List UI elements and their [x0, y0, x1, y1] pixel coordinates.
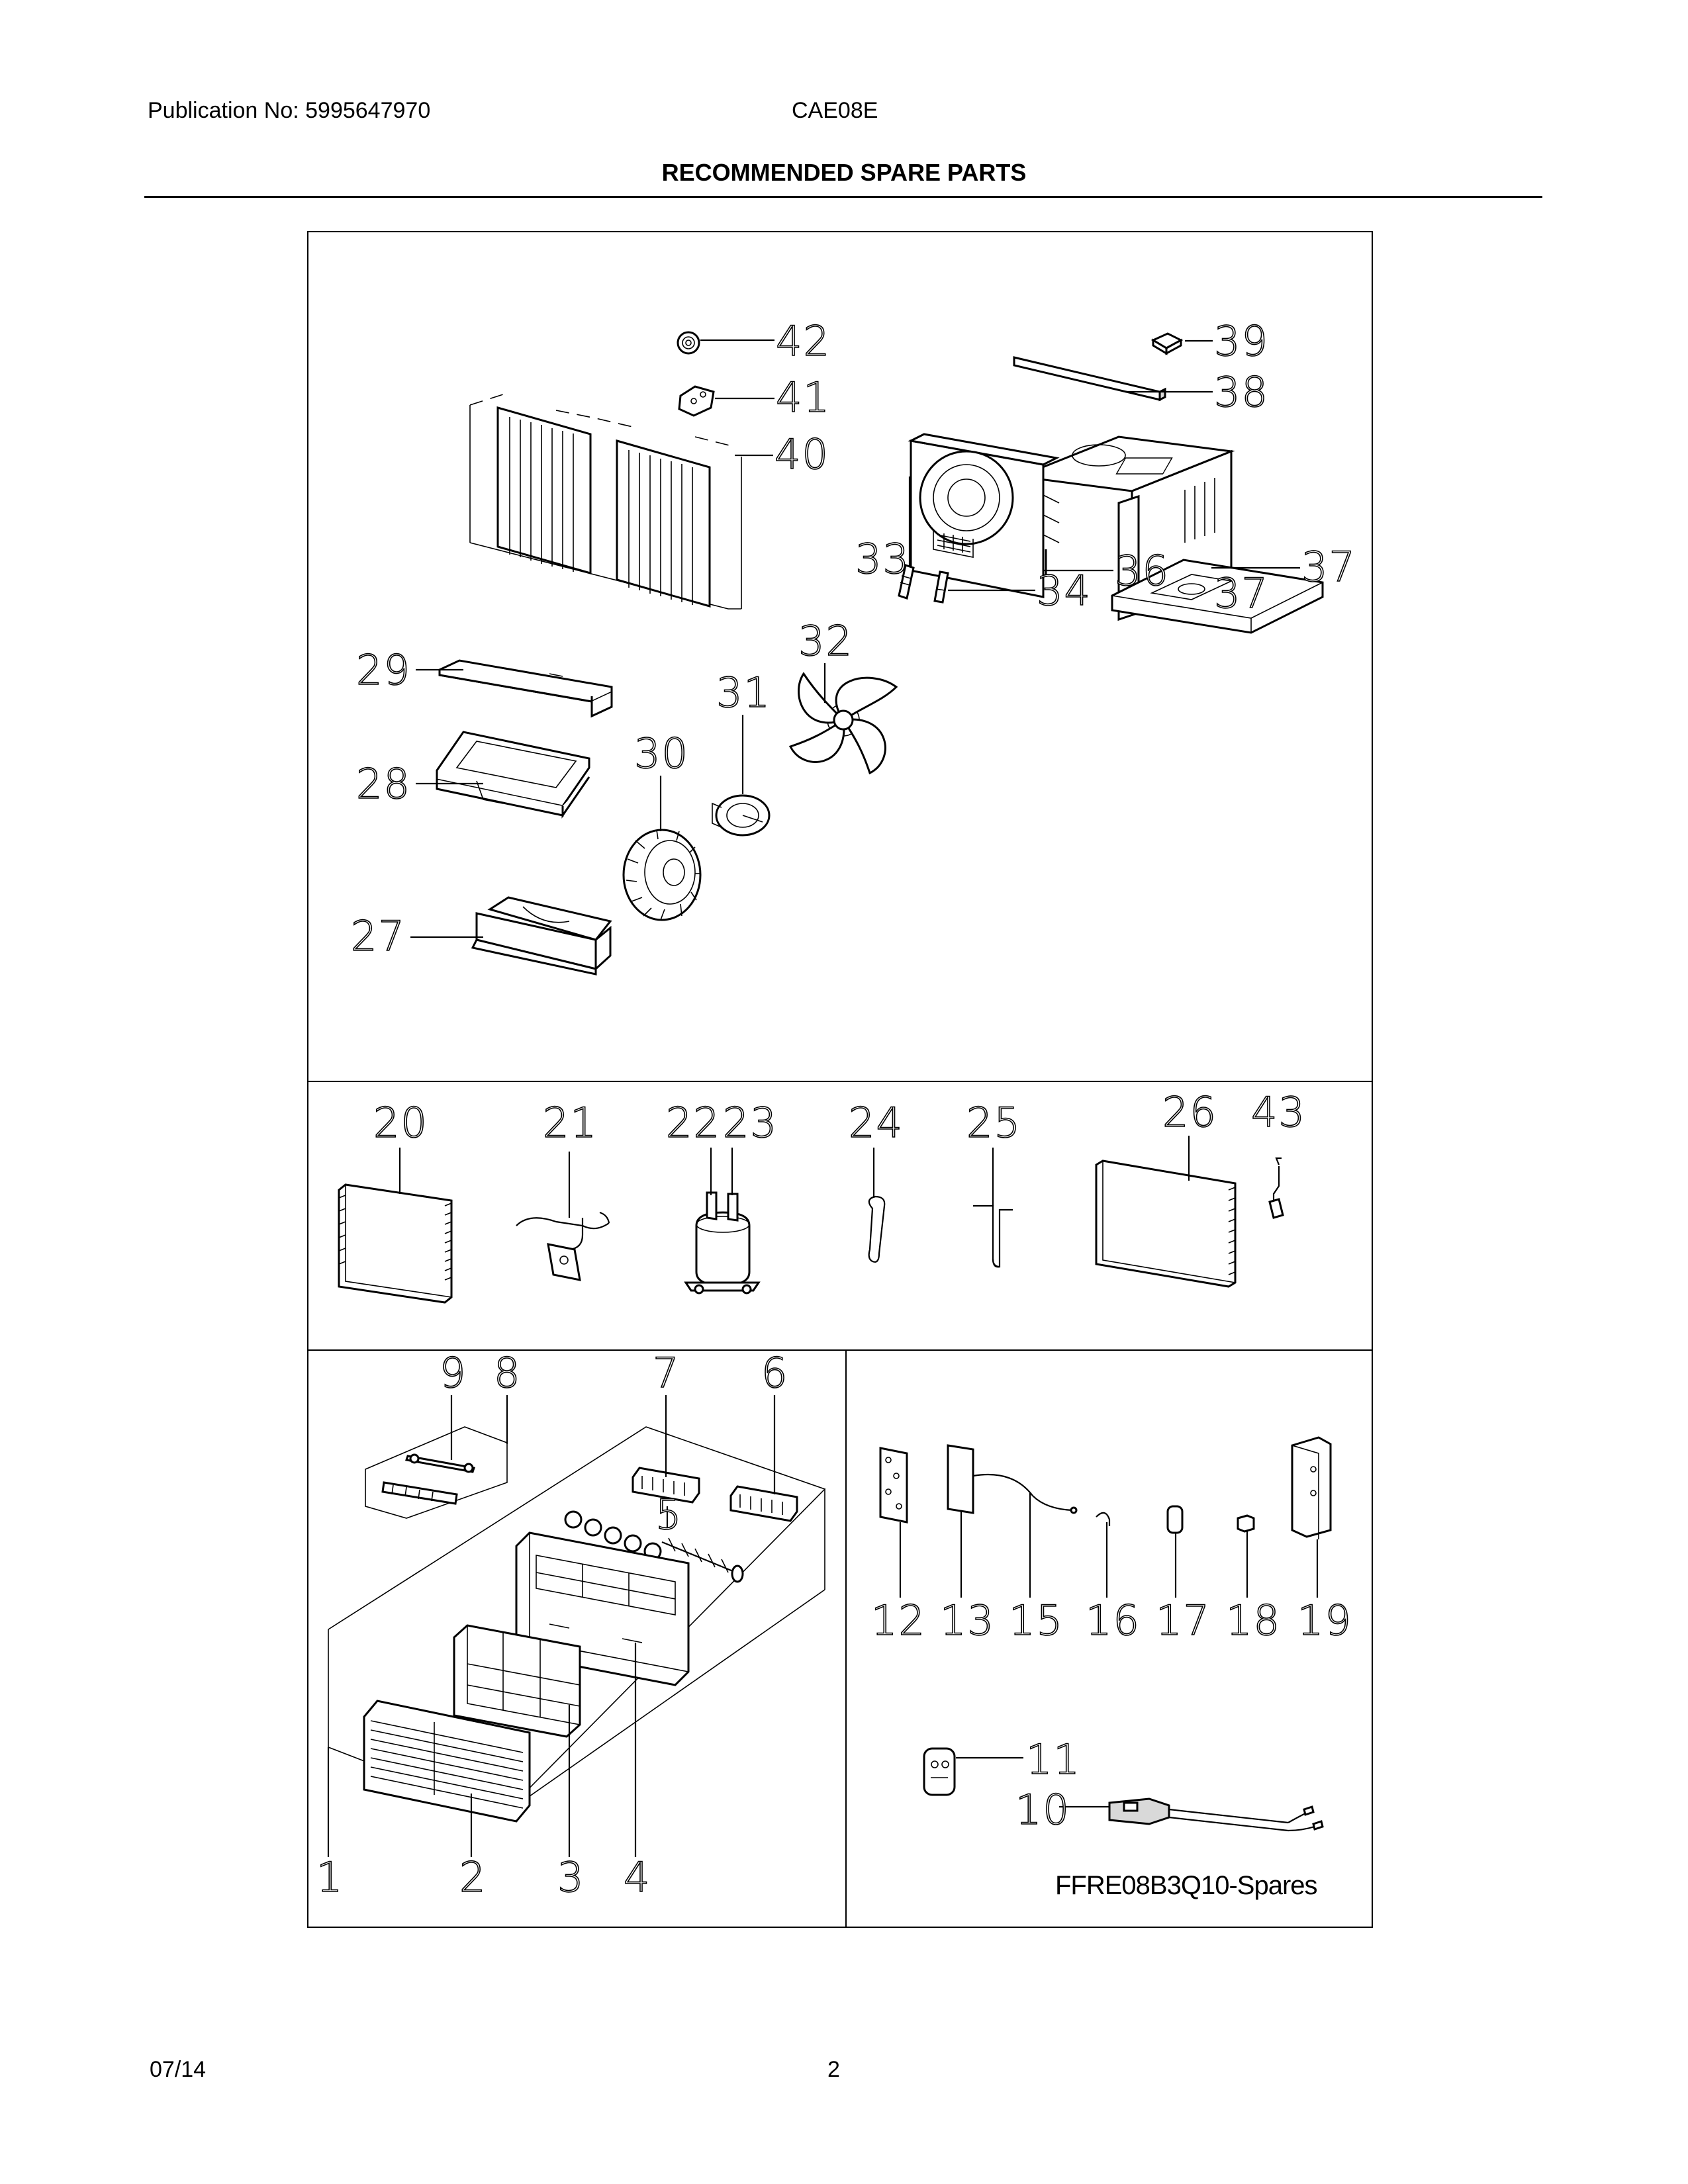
part-label-37: 37 — [1214, 569, 1269, 617]
part-label-9: 9 — [440, 1349, 467, 1397]
part-31-drawing — [712, 715, 769, 835]
part-24-drawing — [869, 1148, 885, 1262]
part-label-4: 4 — [624, 1853, 651, 1901]
part-6-drawing — [731, 1395, 797, 1521]
part-label-5: 5 — [655, 1490, 683, 1539]
part-label-8: 8 — [494, 1349, 522, 1397]
part-label-22: 22 — [666, 1099, 721, 1147]
part-7-drawing — [633, 1395, 699, 1502]
part-label-1: 1 — [316, 1853, 344, 1901]
part-22-23-drawing — [686, 1148, 759, 1293]
part-26-drawing — [1096, 1136, 1235, 1287]
part-label-7: 7 — [653, 1349, 680, 1397]
part-label-39: 39 — [1214, 317, 1269, 365]
part-30-drawing — [624, 776, 700, 920]
part-label-11: 11 — [1026, 1735, 1081, 1784]
part-label-43: 43 — [1251, 1088, 1306, 1136]
part-label-30: 30 — [634, 729, 689, 778]
part-27-drawing — [410, 897, 610, 974]
part-label-13: 13 — [940, 1596, 995, 1645]
part-label-27: 27 — [351, 912, 406, 960]
footer-page-number: 2 — [827, 2057, 840, 2082]
publication-number: Publication No: 5995647970 — [148, 98, 431, 123]
part-label-2: 2 — [459, 1853, 487, 1901]
part-label-17: 17 — [1156, 1596, 1211, 1645]
part-label-35: 36 — [1115, 547, 1170, 595]
part-21-drawing — [516, 1152, 609, 1280]
part-15-drawing — [973, 1475, 1076, 1598]
part-label-33: 33 — [855, 535, 910, 583]
part-label-31: 31 — [716, 668, 771, 717]
part-label-42: 42 — [776, 317, 831, 365]
part-38-drawing — [1014, 357, 1213, 400]
part-42-drawing — [678, 332, 774, 353]
part-39-drawing — [1153, 334, 1213, 353]
part-41-drawing — [679, 387, 774, 416]
part-label-24: 24 — [849, 1099, 904, 1147]
part-label-36: 37 — [1301, 543, 1356, 591]
part-label-19: 19 — [1297, 1596, 1352, 1645]
part-label-28: 28 — [356, 760, 411, 808]
part-label-29: 29 — [356, 646, 411, 694]
part-label-16: 16 — [1086, 1596, 1141, 1645]
part-11-drawing — [924, 1749, 1023, 1795]
part-32-drawing — [790, 663, 896, 773]
part-label-32: 32 — [798, 617, 853, 665]
part-label-6: 6 — [761, 1349, 789, 1397]
part-label-38: 38 — [1214, 368, 1269, 416]
part-40-drawing — [470, 394, 773, 609]
part-13-drawing — [948, 1445, 973, 1598]
part-16-drawing — [1096, 1513, 1109, 1598]
part-19-drawing — [1292, 1437, 1331, 1598]
part-label-26: 26 — [1162, 1088, 1217, 1136]
part-17-drawing — [1168, 1506, 1182, 1598]
footer-date: 07/14 — [150, 2057, 207, 2082]
part-label-3: 3 — [557, 1853, 585, 1901]
part-label-23: 23 — [723, 1099, 778, 1147]
page-title: RECOMMENDED SPARE PARTS — [661, 159, 1027, 186]
part-label-15: 15 — [1009, 1596, 1064, 1645]
part-18-drawing — [1238, 1516, 1254, 1598]
part-label-12: 12 — [871, 1596, 926, 1645]
part-label-40: 40 — [774, 430, 829, 478]
part-43-drawing — [1270, 1158, 1283, 1218]
part-10-drawing — [1059, 1799, 1323, 1831]
model-number: CAE08E — [792, 98, 878, 123]
part-label-34: 34 — [1037, 567, 1092, 615]
part-12-drawing — [880, 1448, 907, 1598]
part-label-10: 10 — [1015, 1786, 1070, 1834]
part-label-20: 20 — [373, 1099, 428, 1147]
part-label-18: 18 — [1226, 1596, 1281, 1645]
part-29-drawing — [416, 660, 612, 716]
part-label-21: 21 — [543, 1099, 598, 1147]
part-label-25: 25 — [966, 1099, 1021, 1147]
part-25-drawing — [973, 1148, 1013, 1267]
diagram-caption: FFRE08B3Q10-Spares — [1055, 1871, 1317, 1900]
part-20-drawing — [339, 1148, 451, 1302]
part-8-9-drawing — [365, 1395, 507, 1518]
part-label-41: 41 — [776, 373, 831, 422]
part-28-drawing — [416, 732, 589, 815]
